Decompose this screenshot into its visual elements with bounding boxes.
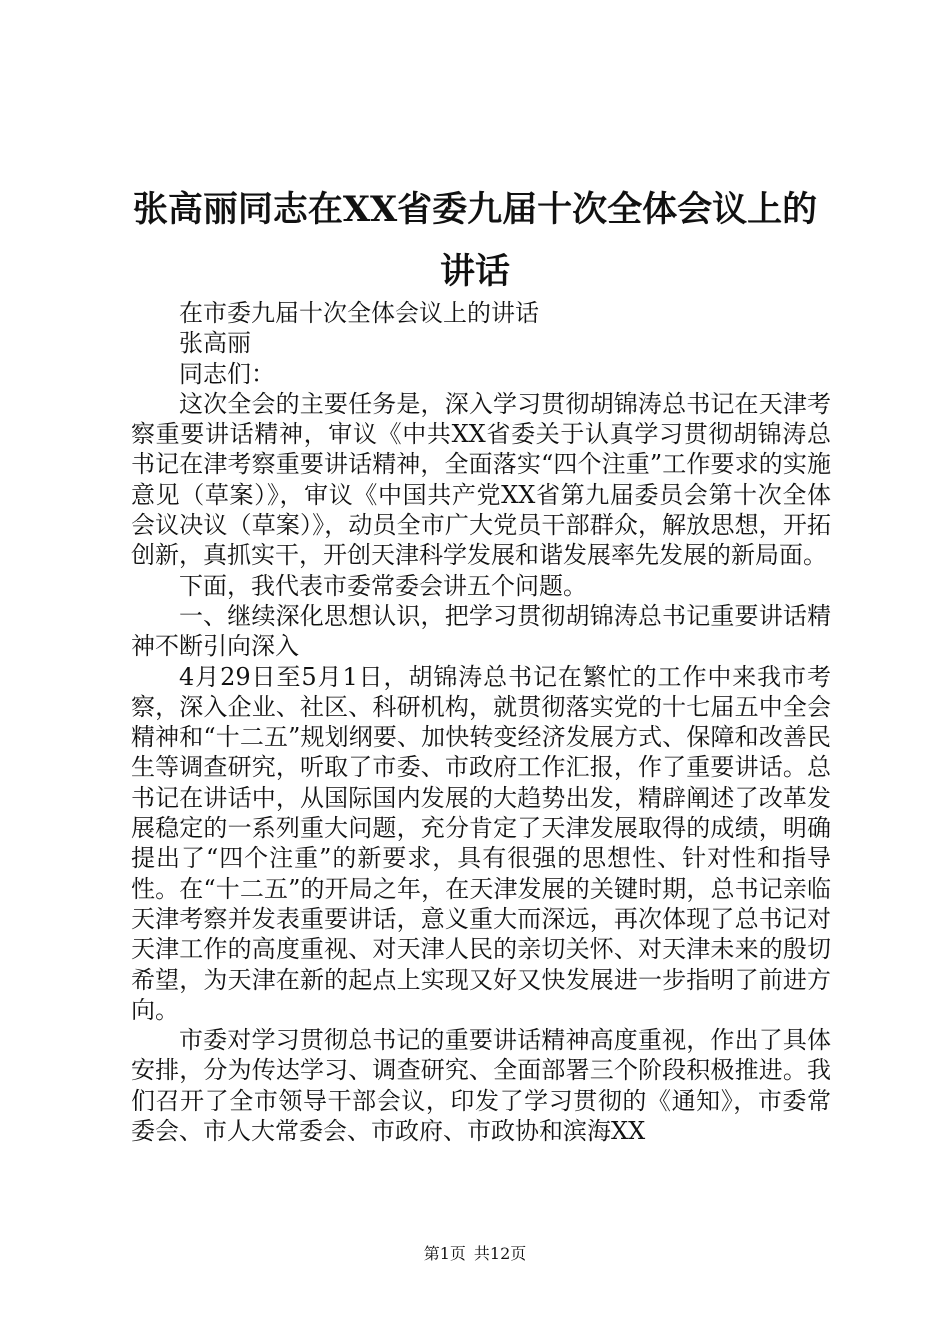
- body-paragraph: 4月29日至5月1日，胡锦涛总书记在繁忙的工作中来我市考察，深入企业、社区、科研机构，就贯彻落实党的十七届五中全会精神和“十二五”规划纲要、加快转变经济发展方式、保障和改善民生等调查研究，听取了市委、市政府工作汇报，作了重要讲话。总书记在讲话中，从国际国内发展的大趋势出发，精辟阐述了改革发展稳定的一系列重大问题，充分肯定了天津发展取得的成绩，明确提出了“四个注重”的新要求，具有很强的思想性、针对性和指导性。在“十二五”的开局之年，在天津发展的关键时期，总书记亲临天津考察并发表重要讲话，意义重大而深远，再次体现了总书记对天津工作的高度重视、对天津人民的亲切关怀、对天津未来的殷切希望，为天津在新的起点上实现又好又快发展进一步指明了前进方向。: [131, 662, 831, 1024]
- speaker-name: 张高丽: [179, 329, 251, 358]
- document-body: [131, 298, 831, 1146]
- page-number: 第1页: [423, 1244, 466, 1263]
- salutation: 同志们：: [179, 359, 275, 388]
- speech-heading: 在市委九届十次全体会议上的讲话: [179, 299, 539, 327]
- document-title-line-2: 讲话: [439, 251, 510, 292]
- page-footer: [0, 1244, 950, 1264]
- section-heading: 一、继续深化思想认识，把学习贯彻胡锦涛总书记重要讲话精神不断引向深入: [131, 601, 831, 661]
- page-total: 共12页: [473, 1244, 527, 1263]
- document-title-line-1: 张高丽同志在XX省委九届十次全体会议上的: [132, 189, 818, 230]
- body-paragraph: 这次全会的主要任务是，深入学习贯彻胡锦涛总书记在天津考察重要讲话精神，审议《中共XX省委关于认真学习贯彻胡锦涛总书记在津考察重要讲话精神，全面落实“四个注重”工作要求的实施意见（草案）》，审议《中国共产党XX省第九届委员会第十次全体会议决议（草案）》，动员全市广大党员干部群众，解放思想，开拓创新，真抓实干，开创天津科学发展和谐发展率先发展的新局面。: [131, 389, 831, 570]
- body-paragraph: 市委对学习贯彻总书记的重要讲话精神高度重视，作出了具体安排，分为传达学习、调查研究、全面部署三个阶段积极推进。我们召开了全市领导干部会议，印发了学习贯彻的《通知》，市委常委会、市人大常委会、市政府、市政协和滨海XX: [131, 1026, 831, 1146]
- body-paragraph: 下面，我代表市委常委会讲五个问题。: [179, 571, 587, 600]
